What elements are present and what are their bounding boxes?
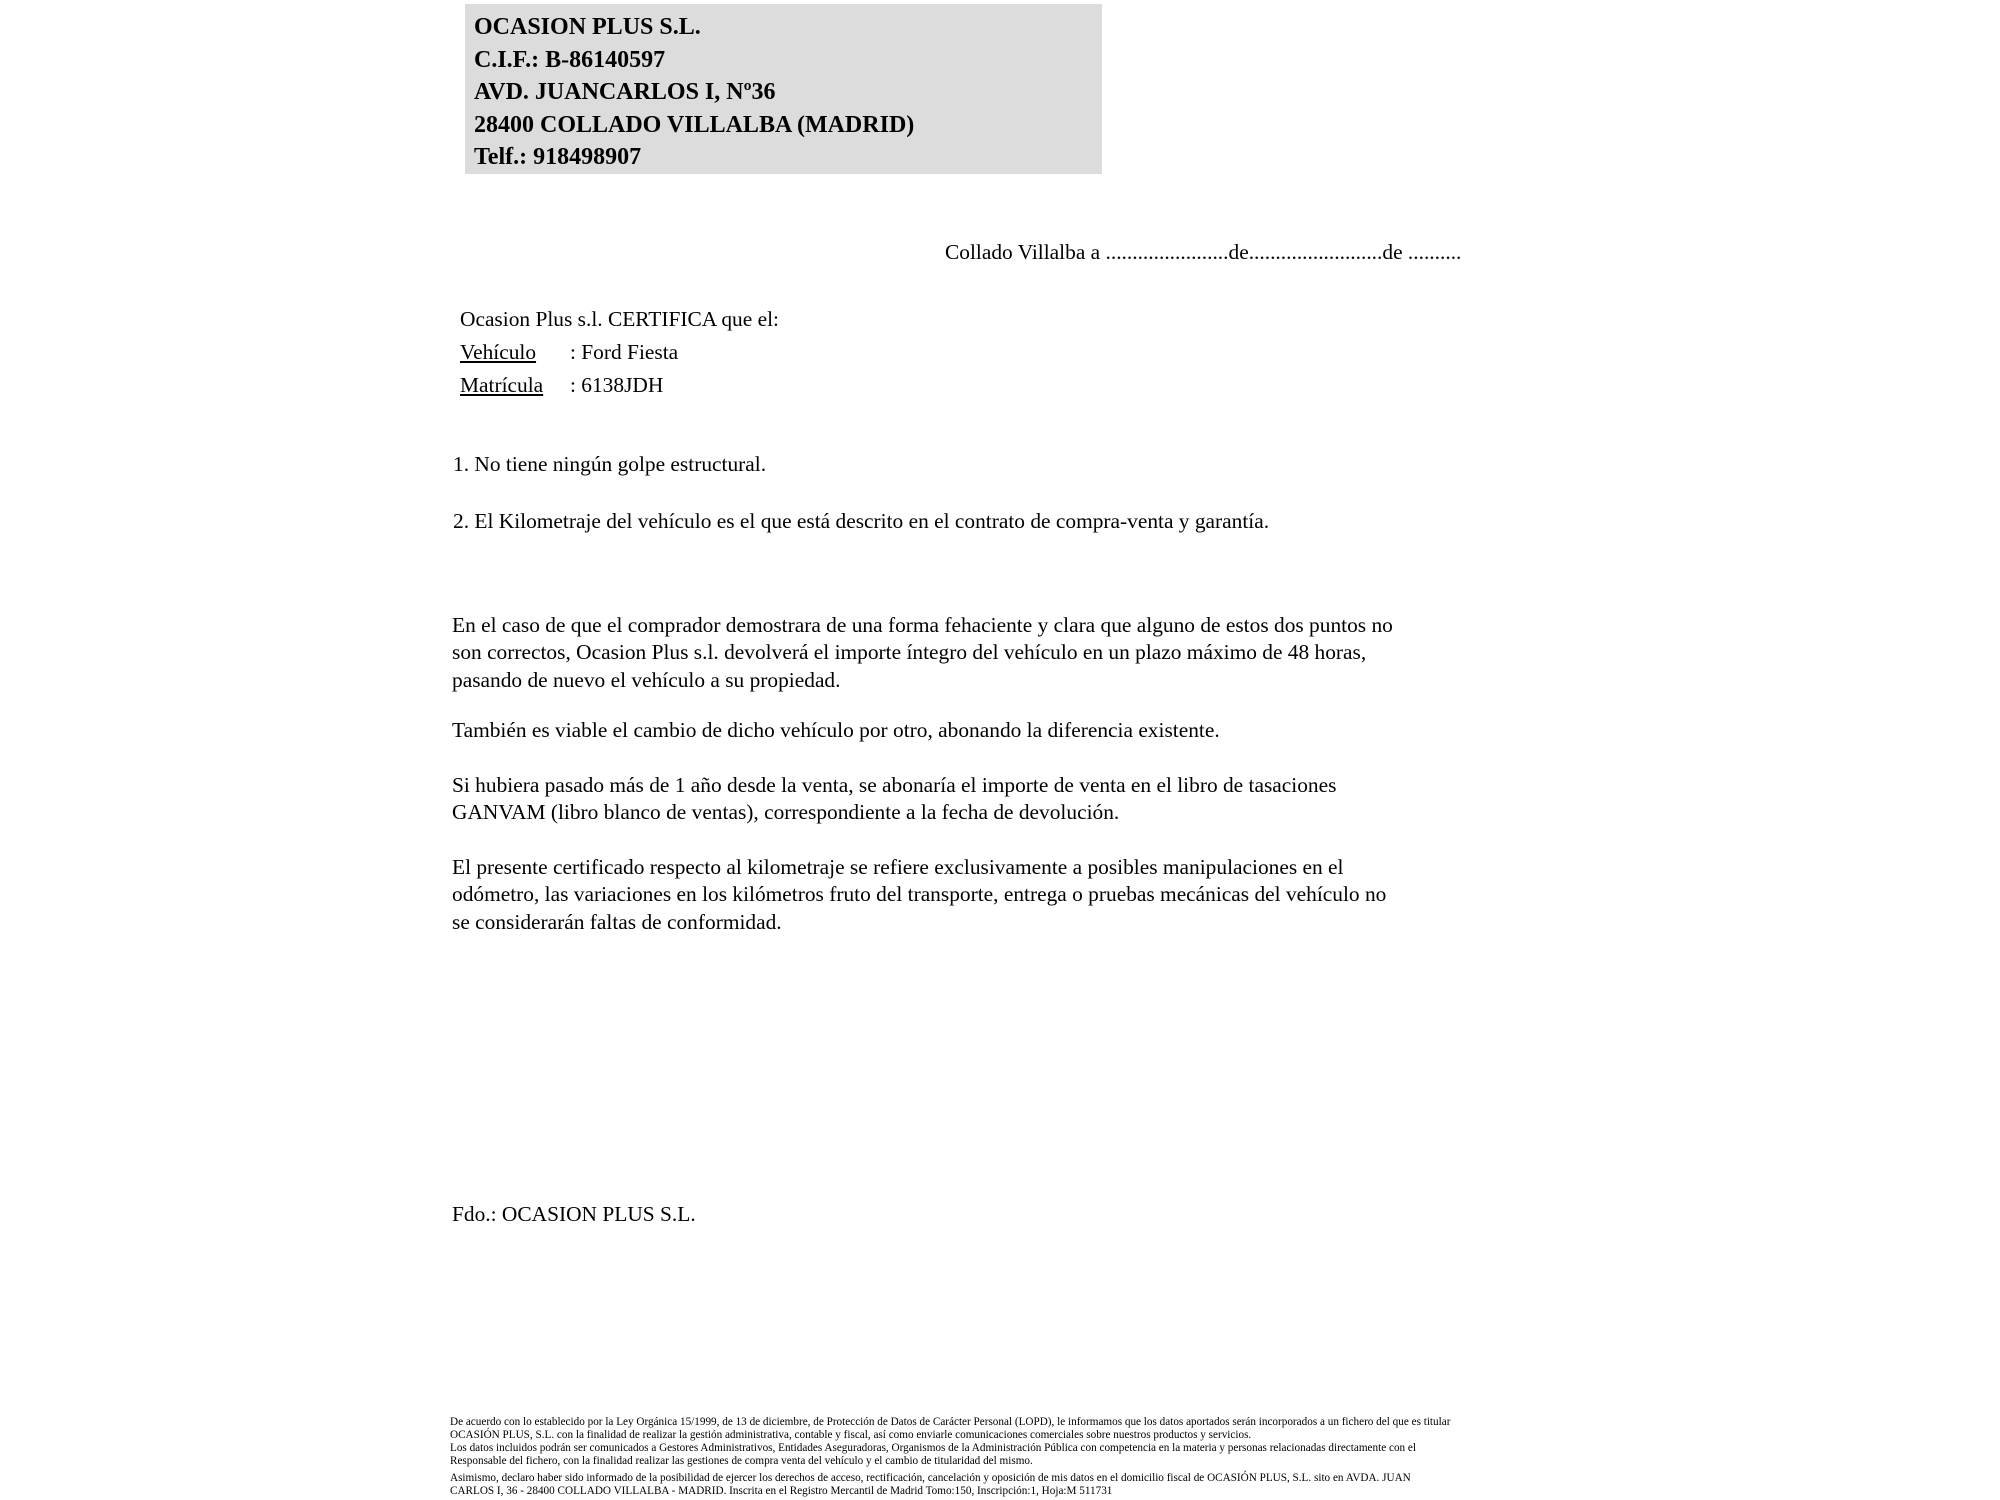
fine-print-line: Responsable del fichero, con la finalidad realizar las gestiones de compra venta del vehículo y el cambio de titularidad del mismo. <box>450 1454 1033 1467</box>
paragraph-line: Si hubiera pasado más de 1 año desde la venta, se abonaría el importe de venta en el libro de tasaciones <box>452 773 1337 797</box>
paragraph-exchange <box>452 717 1220 744</box>
condition-1: 1. No tiene ningún golpe estructural. <box>453 452 767 476</box>
paragraph-line: se considerarán faltas de conformidad. <box>452 909 782 934</box>
fine-print-line: OCASIÓN PLUS, S.L. con la finalidad de realizar la gestión administrativa, contable y fiscal, así como enviarle comunicaciones comerciales sobre nuestros productos y servicios. <box>450 1428 1252 1441</box>
vehicle-value: : Ford Fiesta <box>570 339 679 364</box>
signature-line: Fdo.: OCASION PLUS S.L. <box>452 1202 696 1226</box>
fine-print-line: De acuerdo con lo establecido por la Ley Orgánica 15/1999, de 13 de diciembre, de Protección de Datos de Carácter Personal (LOPD), le informamos que los datos aportados serán incorporados a un fichero del que es titular <box>450 1416 1451 1428</box>
plate-value: : 6138JDH <box>570 372 664 397</box>
legal-fine-print <box>450 1416 1450 1497</box>
company-name: OCASION PLUS S.L. <box>474 14 701 40</box>
paragraph-odometer <box>452 854 1386 936</box>
paragraph-line: También es viable el cambio de dicho vehículo por otro, abonando la diferencia existente. <box>452 718 1220 742</box>
paragraph-line: GANVAM (libro blanco de ventas), correspondiente a la fecha de devolución. <box>452 800 1120 825</box>
fine-print-line: Los datos incluidos podrán ser comunicados a Gestores Administrativos, Entidades Aseguradoras, Organismos de la Administración Pública con competencia en la materia y personas relacionadas directamente con el <box>450 1441 1416 1454</box>
date-fill-line: Collado Villalba a .......................de.........................de .......... <box>945 240 1462 264</box>
plate-label: Matrícula <box>460 372 544 397</box>
vehicle-label: Vehículo <box>460 339 537 364</box>
plate-label-column <box>460 369 570 402</box>
plate-row <box>460 369 779 402</box>
fine-print-line: Asimismo, declaro haber sido informado de la posibilidad de ejercer los derechos de acceso, rectificación, cancelación y oposición de mis datos en el domicilio fiscal de OCASIÓN PLUS, S.L. sito en AVDA. JUAN <box>450 1471 1411 1484</box>
paragraph-line: son correctos, Ocasion Plus s.l. devolverá el importe íntegro del vehículo en un plazo máximo de 48 horas, <box>452 640 1367 665</box>
vehicle-label-column <box>460 336 570 369</box>
company-address: AVD. JUANCARLOS I, Nº36 <box>474 79 776 106</box>
paragraph-line: En el caso de que el comprador demostrara de una forma fehaciente y clara que alguno de estos dos puntos no <box>452 613 1393 637</box>
condition-2: 2. El Kilometraje del vehículo es el que está descrito en el contrato de compra-venta y garantía. <box>453 509 1270 533</box>
company-header-box <box>465 4 1102 174</box>
company-cif: C.I.F.: B-86140597 <box>474 46 666 73</box>
vehicle-row <box>460 336 779 369</box>
paragraph-line: El presente certificado respecto al kilometraje se refiere exclusivamente a posibles manipulaciones en el <box>452 855 1344 879</box>
paragraph-line: pasando de nuevo el vehículo a su propiedad. <box>452 667 841 692</box>
certification-block <box>460 303 779 401</box>
paragraph-ganvam <box>452 772 1336 827</box>
paragraph-line: odómetro, las variaciones en los kilómetros fruto del transporte, entrega o pruebas mecánicas del vehículo no <box>452 882 1387 907</box>
company-phone: Telf.: 918498907 <box>474 144 642 171</box>
fine-print-line: CARLOS I, 36 - 28400 COLLADO VILLALBA - MADRID. Inscrita en el Registro Mercantil de Madrid Tomo:150, Inscripción:1, Hoja:M 511731 <box>450 1484 1113 1497</box>
certifies-intro: Ocasion Plus s.l. CERTIFICA que el: <box>460 307 779 331</box>
company-city: 28400 COLLADO VILLALBA (MADRID) <box>474 111 915 138</box>
paragraph-refund <box>452 612 1393 694</box>
